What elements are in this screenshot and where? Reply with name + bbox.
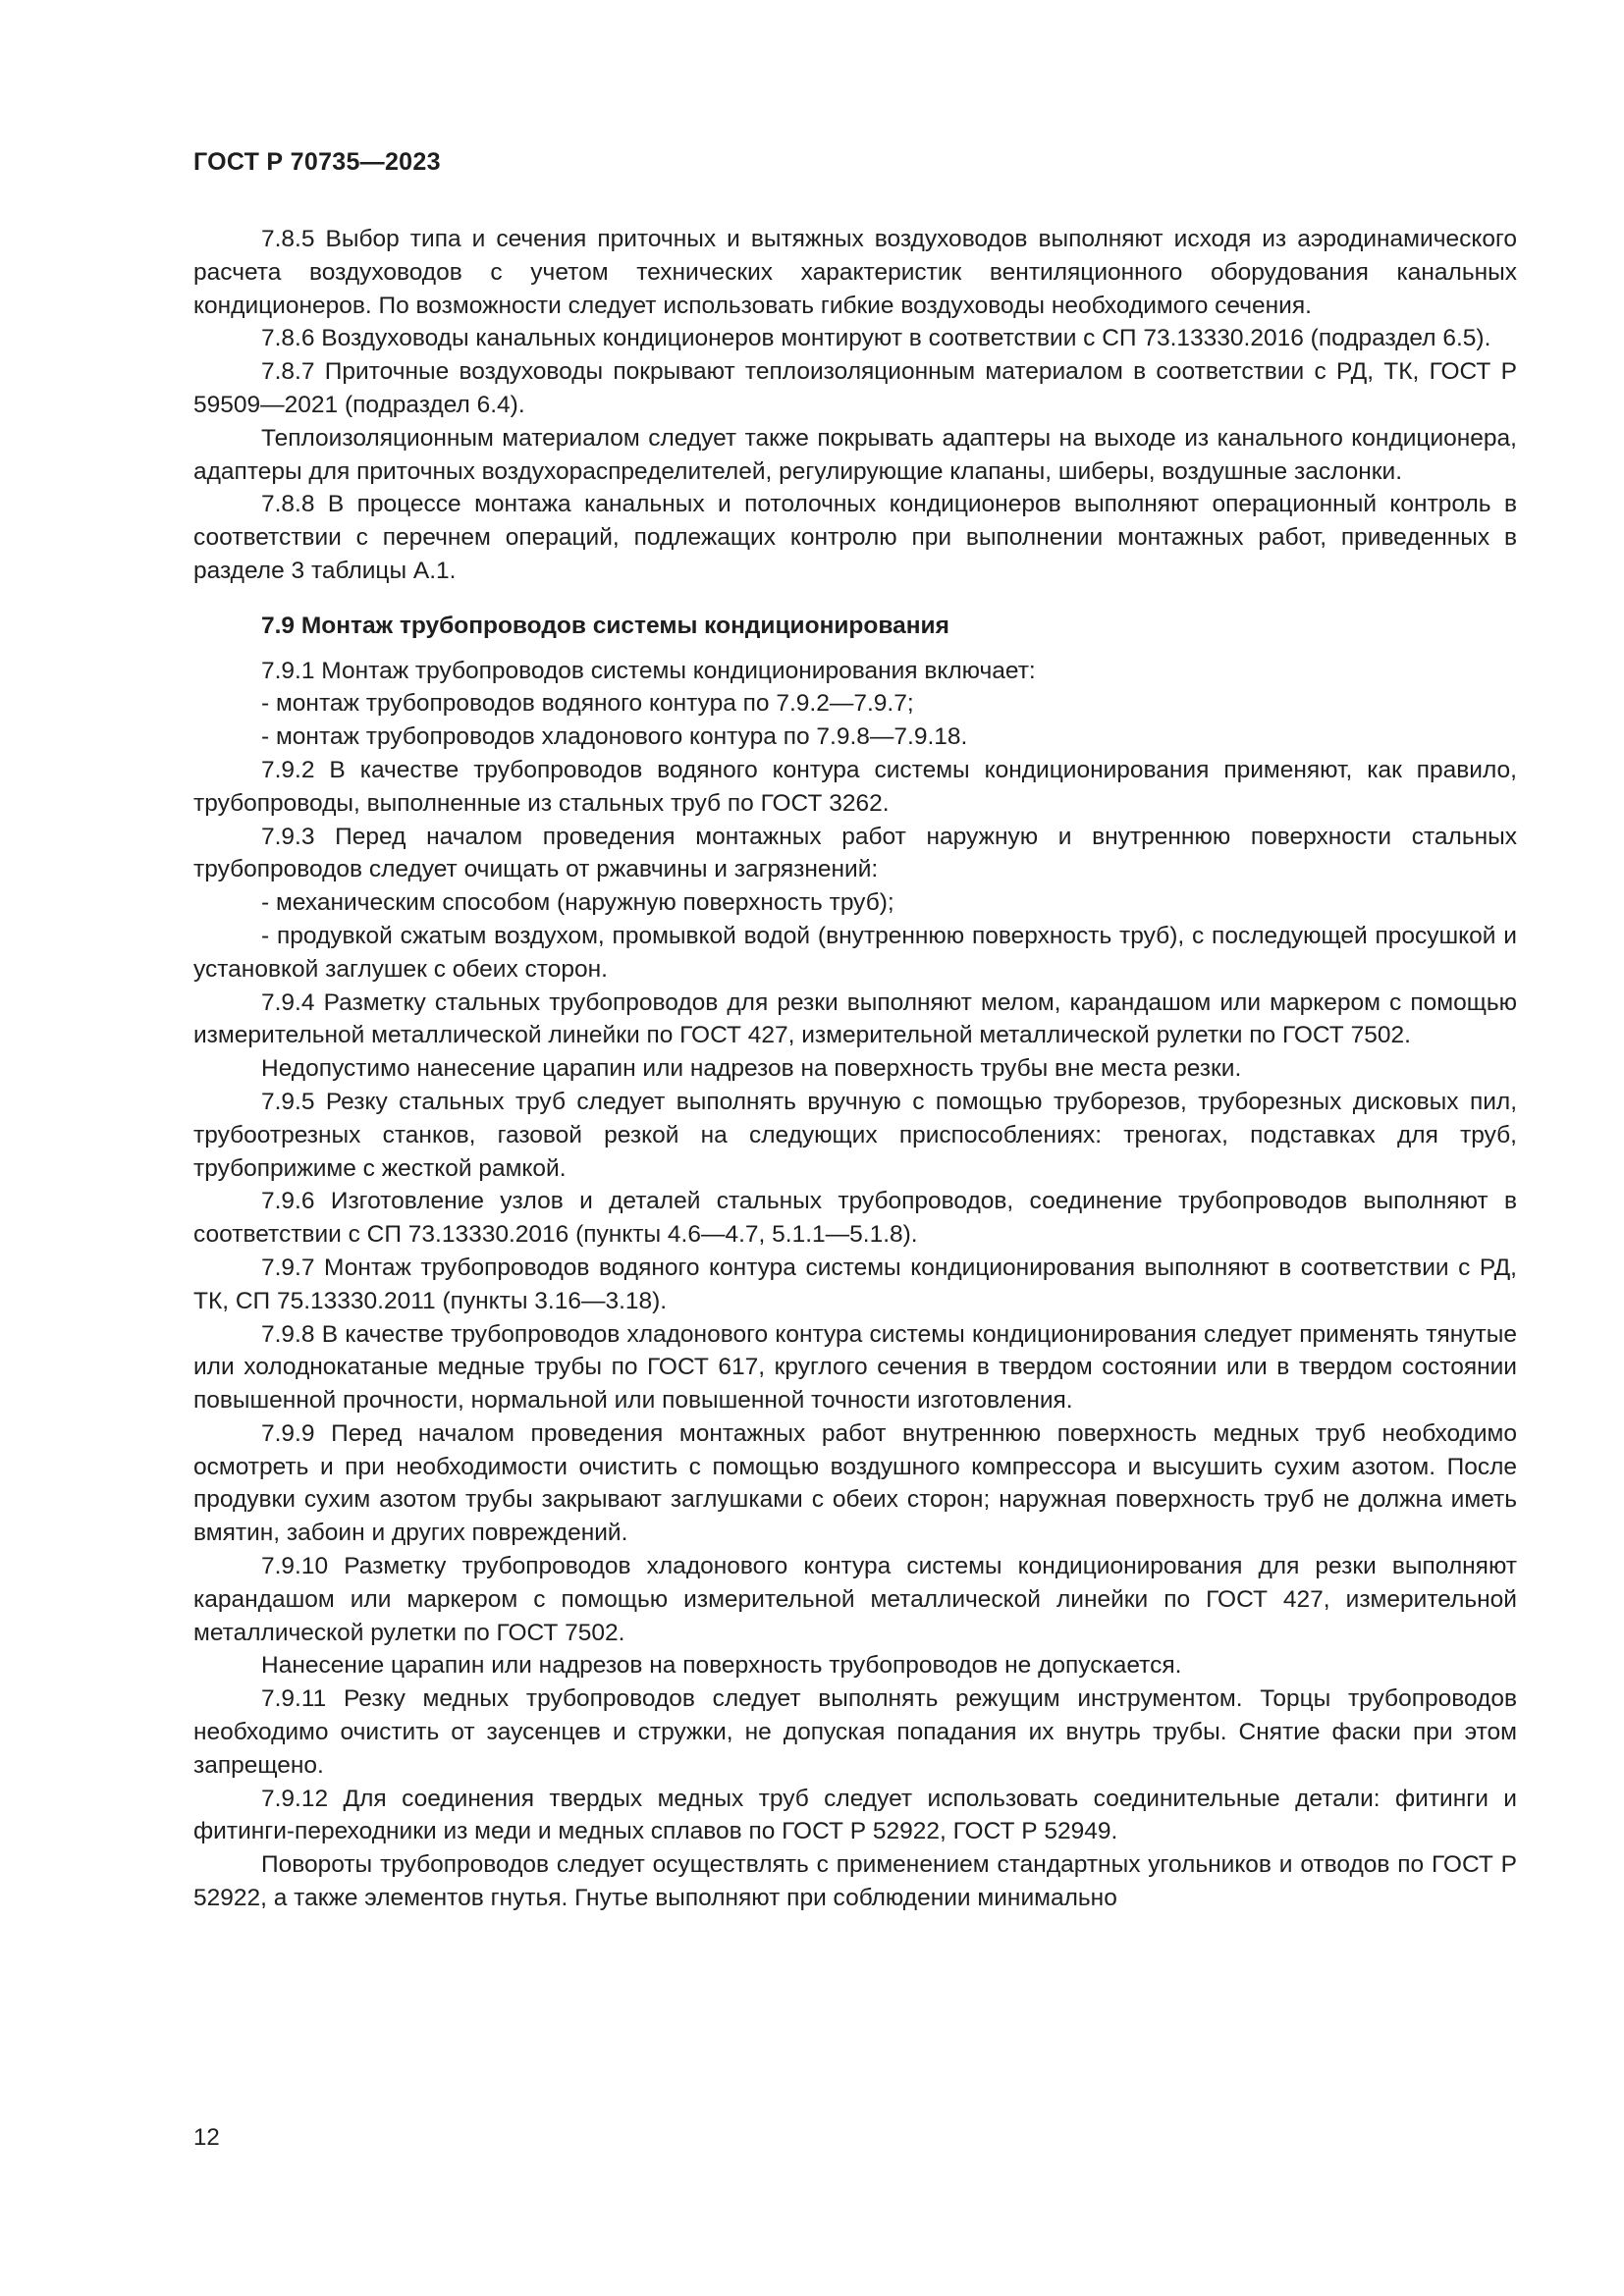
document-code-header: ГОСТ Р 70735—2023	[193, 148, 441, 176]
paragraph-7-9-10-continued: Нанесение царапин или надрезов на поверхность трубопроводов не допускается.	[261, 1652, 1182, 1680]
paragraph-7-9-1: 7.9.1 Монтаж трубопроводов системы кондиционирования включает:	[261, 657, 1036, 684]
paragraph-7-8-7: 7.8.7 Приточные воздуховоды покрывают теплоизоляционным материалом в соответствии с РД, ТК, ГОСТ Р 59509—2021 (подраздел 6.4).	[193, 358, 1517, 418]
paragraph-7-9-4: 7.9.4 Разметку стальных трубопроводов для резки выполняют мелом, карандашом или маркером с помощью измерительной металлической линейки по ГОСТ 427, измерительной металлической рулетки по ГОСТ 7502.	[193, 988, 1517, 1049]
list-item-7-9-3-a: - механическим способом (наружную поверхность труб);	[261, 889, 894, 917]
paragraph-7-9-11: 7.9.11 Резку медных трубопроводов следует выполнять режущим инструментом. Торцы трубопроводов необходимо очистить от заусенцев и стружки, не допуская попадания их внутрь трубы. Снятие фаски при этом запрещено.	[193, 1685, 1517, 1779]
paragraph-7-9-10: 7.9.10 Разметку трубопроводов хладонового контура системы кондиционирования для резки выполняют карандашом или маркером с помощью измерительной металлической линейки по ГОСТ 427, измерительной металлической рулетки по ГОСТ 7502.	[193, 1553, 1517, 1646]
paragraph-7-9-5: 7.9.5 Резку стальных труб следует выполнять вручную с помощью труборезов, труборезных дисковых пил, трубоотрезных станков, газовой резкой на следующих приспособлениях: треногах, подставках для труб, трубоприжиме с жесткой рамкой.	[193, 1088, 1517, 1182]
paragraph-7-9-6: 7.9.6 Изготовление узлов и деталей стальных трубопроводов, соединение трубопроводов выполняют в соответствии с СП 73.13330.2016 (пункты 4.6—4.7, 5.1.1—5.1.8).	[193, 1188, 1517, 1249]
paragraph-7-9-3: 7.9.3 Перед началом проведения монтажных работ наружную и внутреннюю поверхности стальных трубопроводов следует очищать от ржавчины и загрязнений:	[193, 823, 1517, 883]
list-item-7-9-3-b: - продувкой сжатым воздухом, промывкой водой (внутреннюю поверхность труб), с последующей просушкой и установкой заглушек с обеих сторон.	[193, 922, 1517, 983]
paragraph-7-9-2: 7.9.2 В качестве трубопроводов водяного контура системы кондиционирования применяют, как правило, трубопроводы, выполненные из стальных труб по ГОСТ 3262.	[193, 756, 1517, 817]
paragraph-7-9-4-continued: Недопустимо нанесение царапин или надрезов на поверхность трубы вне места резки.	[261, 1055, 1242, 1083]
paragraph-7-9-9: 7.9.9 Перед началом проведения монтажных работ внутреннюю поверхность медных труб необходимо осмотреть и при необходимости очистить с помощью воздушного компрессора и высушить сухим азотом. После продувки сухим азотом трубы закрывают заглушками с обеих сторон; наружная поверхность труб не должна иметь вмятин, забоин и других повреждений.	[193, 1419, 1517, 1547]
paragraph-7-8-5: 7.8.5 Выбор типа и сечения приточных и вытяжных воздуховодов выполняют исходя из аэродинамического расчета воздуховодов с учетом технических характеристик вентиляционного оборудования канальных кондиционеров. По возможности следует использовать гибкие воздуховоды необходимого сечения.	[193, 226, 1517, 319]
document-body	[193, 223, 1517, 1915]
paragraph-7-9-12: 7.9.12 Для соединения твердых медных труб следует использовать соединительные детали: фитинги и фитинги-переходники из меди и медных сплавов по ГОСТ Р 52922, ГОСТ Р 52949.	[193, 1785, 1517, 1845]
paragraph-7-8-8: 7.8.8 В процессе монтажа канальных и потолочных кондиционеров выполняют операционный контроль в соответствии с перечнем операций, подлежащих контролю при выполнении монтажных работ, приведенных в разделе 3 таблицы А.1.	[193, 491, 1517, 584]
list-item-7-9-1-a: - монтаж трубопроводов водяного контура по 7.9.2—7.9.7;	[261, 690, 914, 718]
page-number: 12	[193, 2124, 220, 2151]
list-item-7-9-1-b: - монтаж трубопроводов хладонового контура по 7.9.8—7.9.18.	[261, 723, 968, 751]
paragraph-7-9-12-continued: Повороты трубопроводов следует осуществлять с применением стандартных угольников и отводов по ГОСТ Р 52922, а также элементов гнутья. Гнутье выполняют при соблюдении минимально	[193, 1851, 1517, 1912]
paragraph-7-9-7: 7.9.7 Монтаж трубопроводов водяного контура системы кондиционирования выполняют в соответствии с РД, ТК, СП 75.13330.2011 (пункты 3.16—3.18).	[193, 1254, 1517, 1314]
paragraph-7-9-8: 7.9.8 В качестве трубопроводов хладонового контура системы кондиционирования следует применять тянутые или холоднокатаные медные трубы по ГОСТ 617, круглого сечения в твердом состоянии или в твердом состоянии повышенной прочности, нормальной или повышенной точности изготовления.	[193, 1320, 1517, 1415]
paragraph-7-8-7-continued: Теплоизоляционным материалом следует также покрывать адаптеры на выходе из канального кондиционера, адаптеры для приточных воздухораспределителей, регулирующие клапаны, шиберы, воздушные заслонки.	[193, 424, 1517, 485]
paragraph-7-8-6: 7.8.6 Воздуховоды канальных кондиционеров монтируют в соответствии с СП 73.13330.2016 (подраздел 6.5).	[261, 325, 1491, 352]
section-heading-7-9: 7.9 Монтаж трубопроводов системы кондиционирования	[261, 612, 949, 639]
